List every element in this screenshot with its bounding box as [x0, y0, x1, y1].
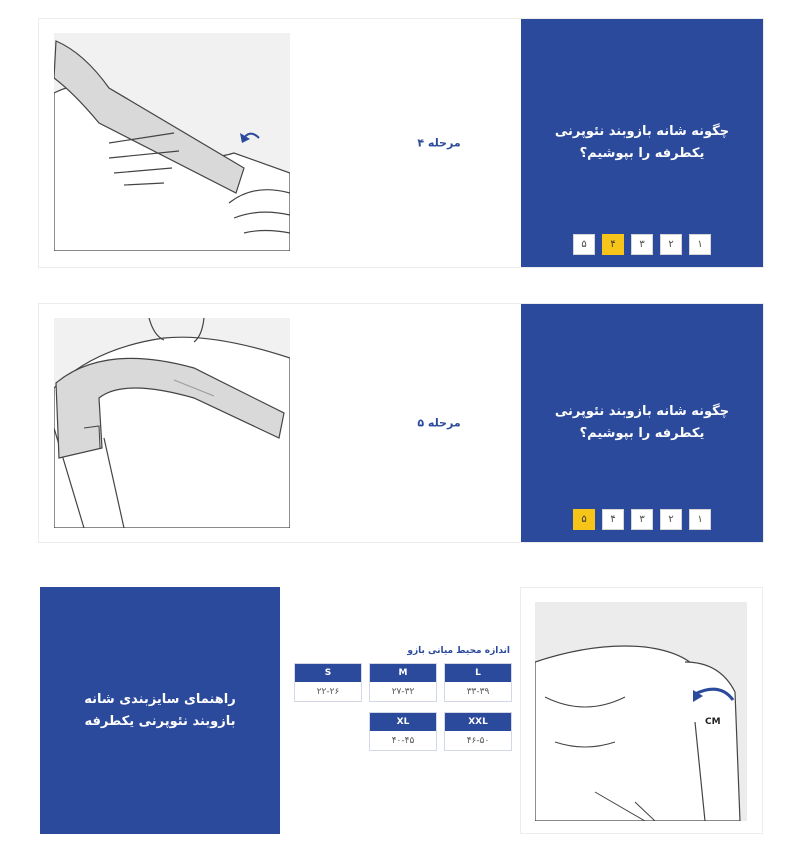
size-label: XL — [370, 713, 436, 731]
step-button-3[interactable]: ۳ — [631, 234, 653, 255]
size-range: ۴۰-۴۵ — [370, 731, 436, 750]
size-label: M — [370, 664, 436, 682]
step-button-5[interactable]: ۵ — [573, 509, 595, 530]
size-table-heading: اندازه محیط میانی بازو — [407, 646, 510, 656]
step-button-5[interactable]: ۵ — [573, 234, 595, 255]
how-to-wear-title-2: چگونه شانه بازوبند نئوپرنی یکطرفه را بپوشیم؟ — [554, 404, 730, 441]
step-4-card — [38, 18, 764, 268]
step-4-illustration — [54, 33, 290, 251]
size-cell-s — [294, 663, 362, 702]
step-4-label: مرحله ۴ — [417, 136, 461, 150]
size-grid — [290, 663, 512, 751]
step-button-4[interactable]: ۴ — [602, 234, 624, 255]
size-label: L — [445, 664, 511, 682]
how-to-wear-title: چگونه شانه بازوبند نئوپرنی یکطرفه را بپوشیم؟ — [554, 124, 730, 161]
step-pager-2 — [521, 509, 763, 530]
how-to-wear-panel — [521, 19, 763, 267]
step-button-3[interactable]: ۳ — [631, 509, 653, 530]
step-button-2[interactable]: ۲ — [660, 234, 682, 255]
step-5-illustration — [54, 318, 290, 528]
size-label: S — [295, 664, 361, 682]
size-guide-title: راهنمای سایزبندی شانه بازوبند نئوپرنی یکطرفه — [84, 691, 236, 729]
step-5-label: مرحله ۵ — [417, 416, 461, 430]
size-range: ۲۲-۲۶ — [295, 682, 361, 701]
step-pager — [521, 234, 763, 255]
step-button-1[interactable]: ۱ — [689, 234, 711, 255]
how-to-wear-panel-2 — [521, 304, 763, 542]
measure-tag: CM — [705, 717, 721, 727]
size-guide-panel — [40, 587, 280, 834]
size-cell-l — [444, 663, 512, 702]
step-button-4[interactable]: ۴ — [602, 509, 624, 530]
size-label: XXL — [445, 713, 511, 731]
step-button-1[interactable]: ۱ — [689, 509, 711, 530]
size-range: ۴۶-۵۰ — [445, 731, 511, 750]
size-range: ۲۷-۳۲ — [370, 682, 436, 701]
arm-measure-illustration — [520, 587, 763, 834]
size-cell-m — [369, 663, 437, 702]
step-5-card — [38, 303, 764, 543]
step-button-2[interactable]: ۲ — [660, 509, 682, 530]
size-range: ۳۳-۳۹ — [445, 682, 511, 701]
arm-measure-background — [535, 602, 747, 821]
size-cell-xl — [369, 712, 437, 751]
size-table — [290, 646, 512, 751]
size-cell-xxl — [444, 712, 512, 751]
